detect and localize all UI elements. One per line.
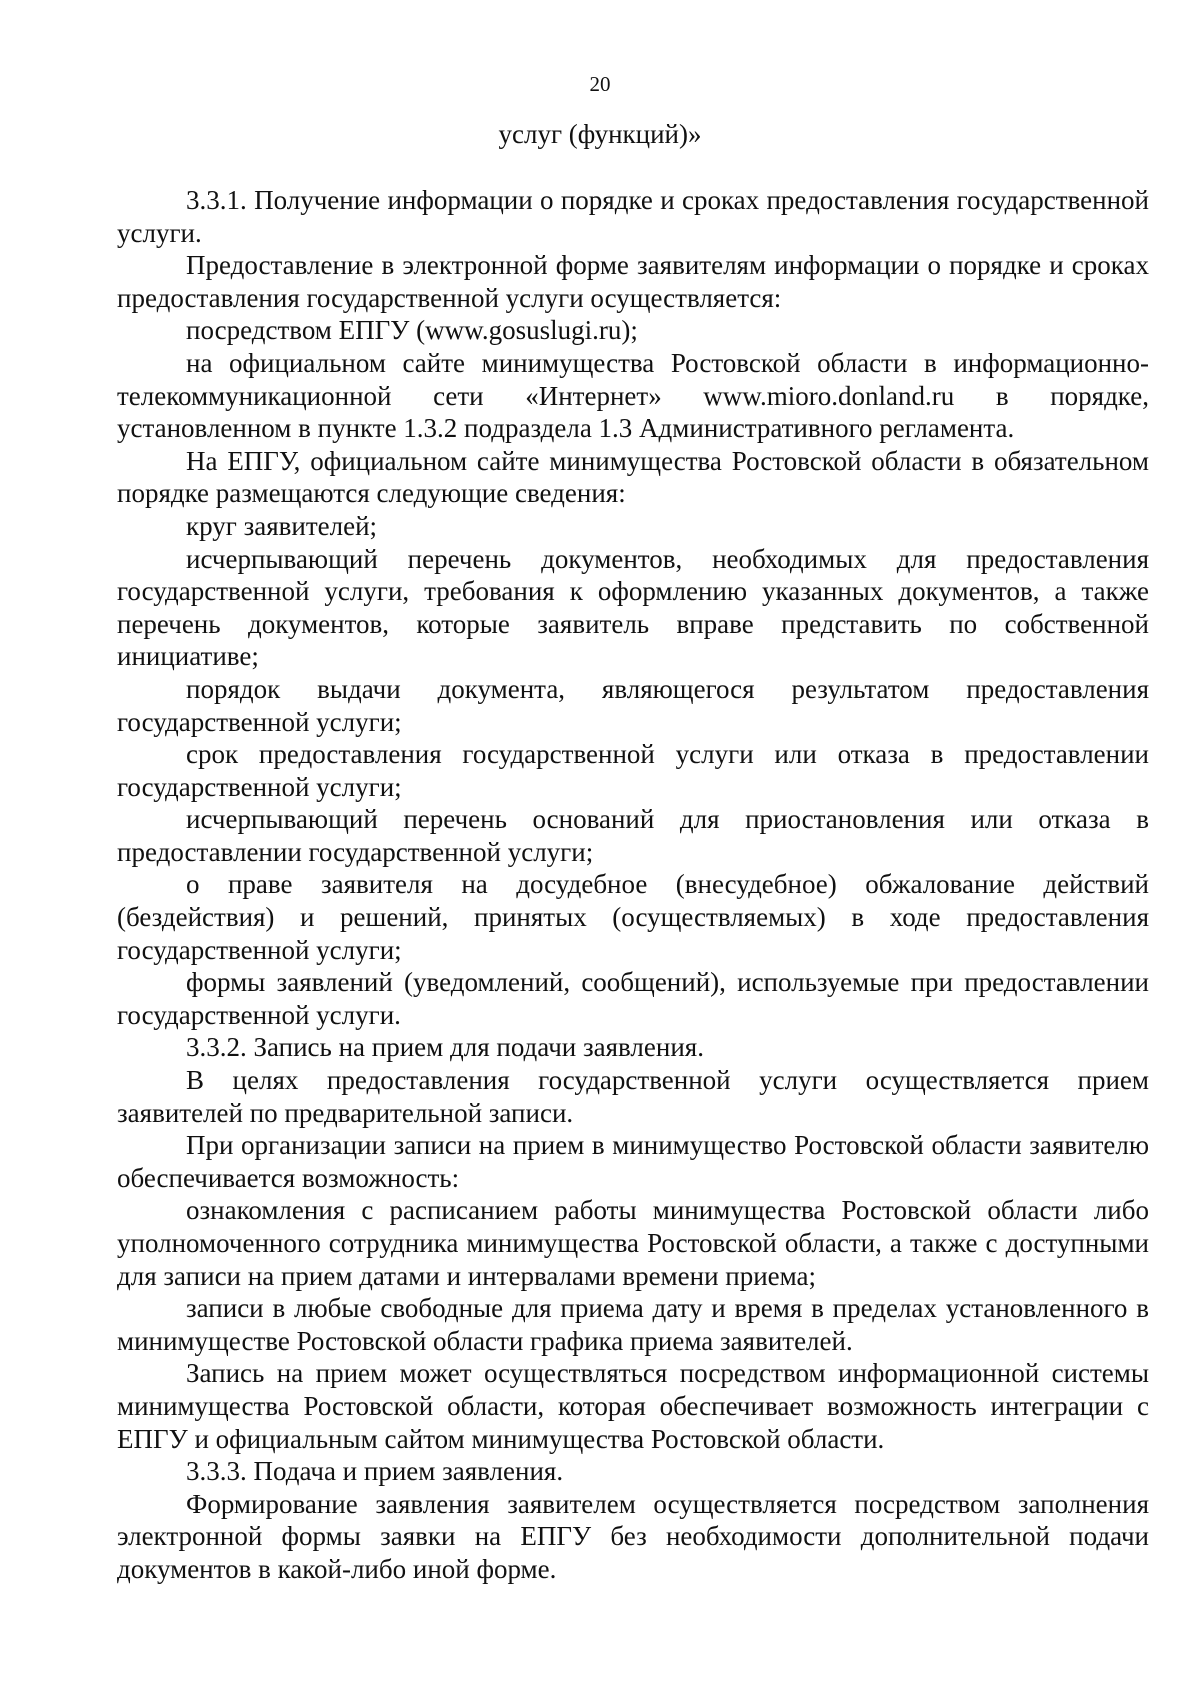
list-item: записи в любые свободные для приема дату и время в пределах установленного в минимуществе Ростовской области графика приема заявителей. [117,1293,1149,1356]
list-item: исчерпывающий перечень документов, необходимых для предоставления государственной услуги, требования к оформлению указанных документов, а также перечень документов, которые заявитель вправе представить по собственной инициативе; [117,543,1149,672]
paragraph-3-3-3-title: 3.3.3. Подача и прием заявления. [186,1456,564,1487]
list-item: срок предоставления государственной услуги или отказа в предоставлении государственной услуги; [117,739,1149,802]
list-item: формы заявлений (уведомлений, сообщений), используемые при предоставлении государственной услуги. [117,967,1149,1030]
list-item: на официальном сайте минимущества Ростовской области в информационно-телекоммуникационной сети «Интернет» www.mioro.donland.ru в порядке, установленном в пункте 1.3.2 подраздела 1.3 Административного регламента. [117,347,1149,444]
document-body [117,184,1149,1586]
paragraph-3-3-1-title: 3.3.1. Получение информации о порядке и сроках предоставления государственной услуги. [117,185,1149,248]
section-heading-tail: услуг (функций)» [498,119,702,149]
paragraph: Запись на прием может осуществляться посредством информационной системы минимущества Ростовской области, которая обеспечивает возможность интеграции с ЕПГУ и официальным сайтом минимущества Ростовской области. [117,1358,1149,1454]
list-item: посредством ЕПГУ (www.gosuslugi.ru); [186,315,638,346]
page-number: 20 [589,72,611,96]
list-item: ознакомления с расписанием работы минимущества Ростовской области либо уполномоченного сотрудника минимущества Ростовской области, а также с доступными для записи на прием датами и интервалами времени приема; [117,1195,1149,1291]
list-item: о праве заявителя на досудебное (внесудебное) обжалование действий (бездействия) и решений, принятых (осуществляемых) в ходе предоставления государственной услуги; [117,869,1149,965]
paragraph: На ЕПГУ, официальном сайте минимущества Ростовской области в обязательном порядке размещаются следующие сведения: [117,445,1149,509]
paragraph: Предоставление в электронной форме заявителям информации о порядке и сроках предоставления государственной услуги осуществляется: [117,250,1149,313]
list-item: порядок выдачи документа, являющегося результатом предоставления государственной услуги; [117,673,1149,737]
paragraph: В целях предоставления государственной услуги осуществляется прием заявителей по предварительной записи. [117,1065,1149,1128]
paragraph: При организации записи на прием в минимущество Ростовской области заявителю обеспечивается возможность: [117,1130,1149,1193]
paragraph: Формирование заявления заявителем осуществляется посредством заполнения электронной формы заявки на ЕПГУ без необходимости дополнительной подачи документов в какой-либо иной форме. [117,1488,1149,1584]
paragraph-3-3-2-title: 3.3.2. Запись на прием для подачи заявления. [186,1032,704,1063]
list-item: круг заявителей; [186,510,378,541]
list-item: исчерпывающий перечень оснований для приостановления или отказа в предоставлении государственной услуги; [117,804,1149,867]
